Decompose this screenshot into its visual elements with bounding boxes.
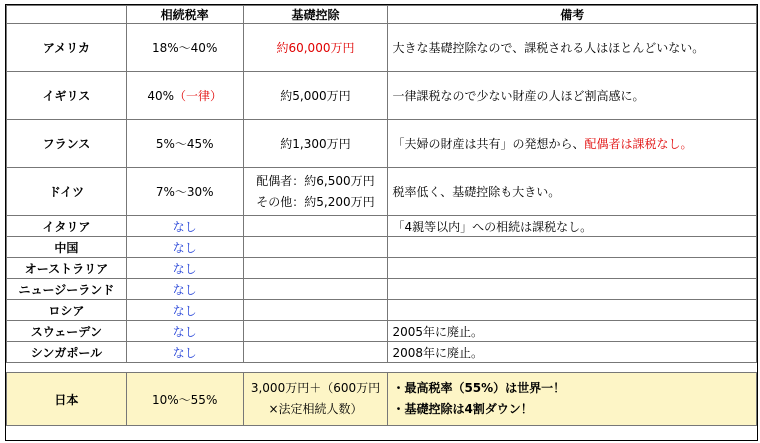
deduction-cell [243,216,388,237]
country-cell: ドイツ [7,168,127,216]
rate-cell: なし [126,216,243,237]
deduction-cell [243,342,388,363]
note-cell [388,300,757,321]
deduction-other: その他：約5,200万円 [256,194,375,209]
row-australia [7,258,757,279]
spacer-cell [243,363,388,373]
country-cell: ロシア [7,300,127,321]
deduction-cell [243,258,388,279]
deduction-cell: 約1,300万円 [243,120,388,168]
row-italy [7,216,757,237]
note-line-1: ・最高税率（55%）は世界一！ [392,381,566,395]
country-cell: ニュージーランド [7,279,127,300]
row-sweden [7,321,757,342]
rate-cell: 10%～55% [126,373,243,426]
note-cell: 2008年に廃止。 [388,342,757,363]
deduction-cell [243,237,388,258]
note-main: 「夫婦の財産は共有」の発想から、 [392,137,585,151]
rate-cell: なし [126,300,243,321]
rate-cell: なし [126,258,243,279]
spacer-cell [126,363,243,373]
note-cell [388,237,757,258]
country-cell: スウェーデン [7,321,127,342]
rate-flat-label: （一律） [174,89,223,103]
spacer-row [7,363,757,373]
note-cell [388,258,757,279]
header-row [7,6,757,24]
note-highlight: 配偶者は課税なし。 [584,137,693,151]
comparison-table [6,5,757,426]
row-china [7,237,757,258]
rate-cell: 7%～30% [126,168,243,216]
row-japan [7,373,757,426]
country-cell: イギリス [7,72,127,120]
deduction-line-1: 3,000万円＋（600万円 [250,381,381,395]
rate-cell: なし [126,237,243,258]
note-cell [388,120,757,168]
header-rate: 相続税率 [126,6,243,24]
country-cell: イタリア [7,216,127,237]
note-cell: 一律課税なので少ない財産の人ほど割高感に。 [388,72,757,120]
deduction-cell [243,300,388,321]
note-line-2: ・基礎控除は4割ダウン！ [392,402,533,416]
deduction-cell [243,321,388,342]
deduction-cell [243,373,388,426]
country-cell: フランス [7,120,127,168]
inheritance-tax-table [5,4,758,441]
row-new-zealand [7,279,757,300]
row-france [7,120,757,168]
note-cell: 税率低く、基礎控除も大きい。 [388,168,757,216]
row-germany [7,168,757,216]
note-cell [388,373,757,426]
rate-cell: なし [126,321,243,342]
deduction-cell [243,279,388,300]
deduction-line-2: ×法定相続人数） [268,402,363,416]
spacer-cell [388,363,757,373]
row-singapore [7,342,757,363]
note-cell: 2005年に廃止。 [388,321,757,342]
note-cell: 大きな基礎控除なので、課税される人はほとんどいない。 [388,24,757,72]
deduction-cell: 約5,000万円 [243,72,388,120]
deduction-cell [243,168,388,216]
rate-cell [126,72,243,120]
deduction-spouse: 配偶者：約6,500万円 [256,173,375,188]
header-note: 備考 [388,6,757,24]
header-country [7,6,127,24]
note-cell: 「4親等以内」への相続は課税なし。 [388,216,757,237]
country-cell: オーストラリア [7,258,127,279]
header-deduction: 基礎控除 [243,6,388,24]
rate-cell: なし [126,342,243,363]
country-cell: シンガポール [7,342,127,363]
spacer-cell [7,363,127,373]
country-cell: 中国 [7,237,127,258]
note-cell [388,279,757,300]
row-uk [7,72,757,120]
rate-cell: 18%～40% [126,24,243,72]
country-cell: 日本 [7,373,127,426]
rate-main: 40% [147,89,174,103]
rate-cell: なし [126,279,243,300]
deduction-cell: 約60,000万円 [243,24,388,72]
country-cell: アメリカ [7,24,127,72]
row-russia [7,300,757,321]
rate-cell: 5%～45% [126,120,243,168]
row-usa [7,24,757,72]
